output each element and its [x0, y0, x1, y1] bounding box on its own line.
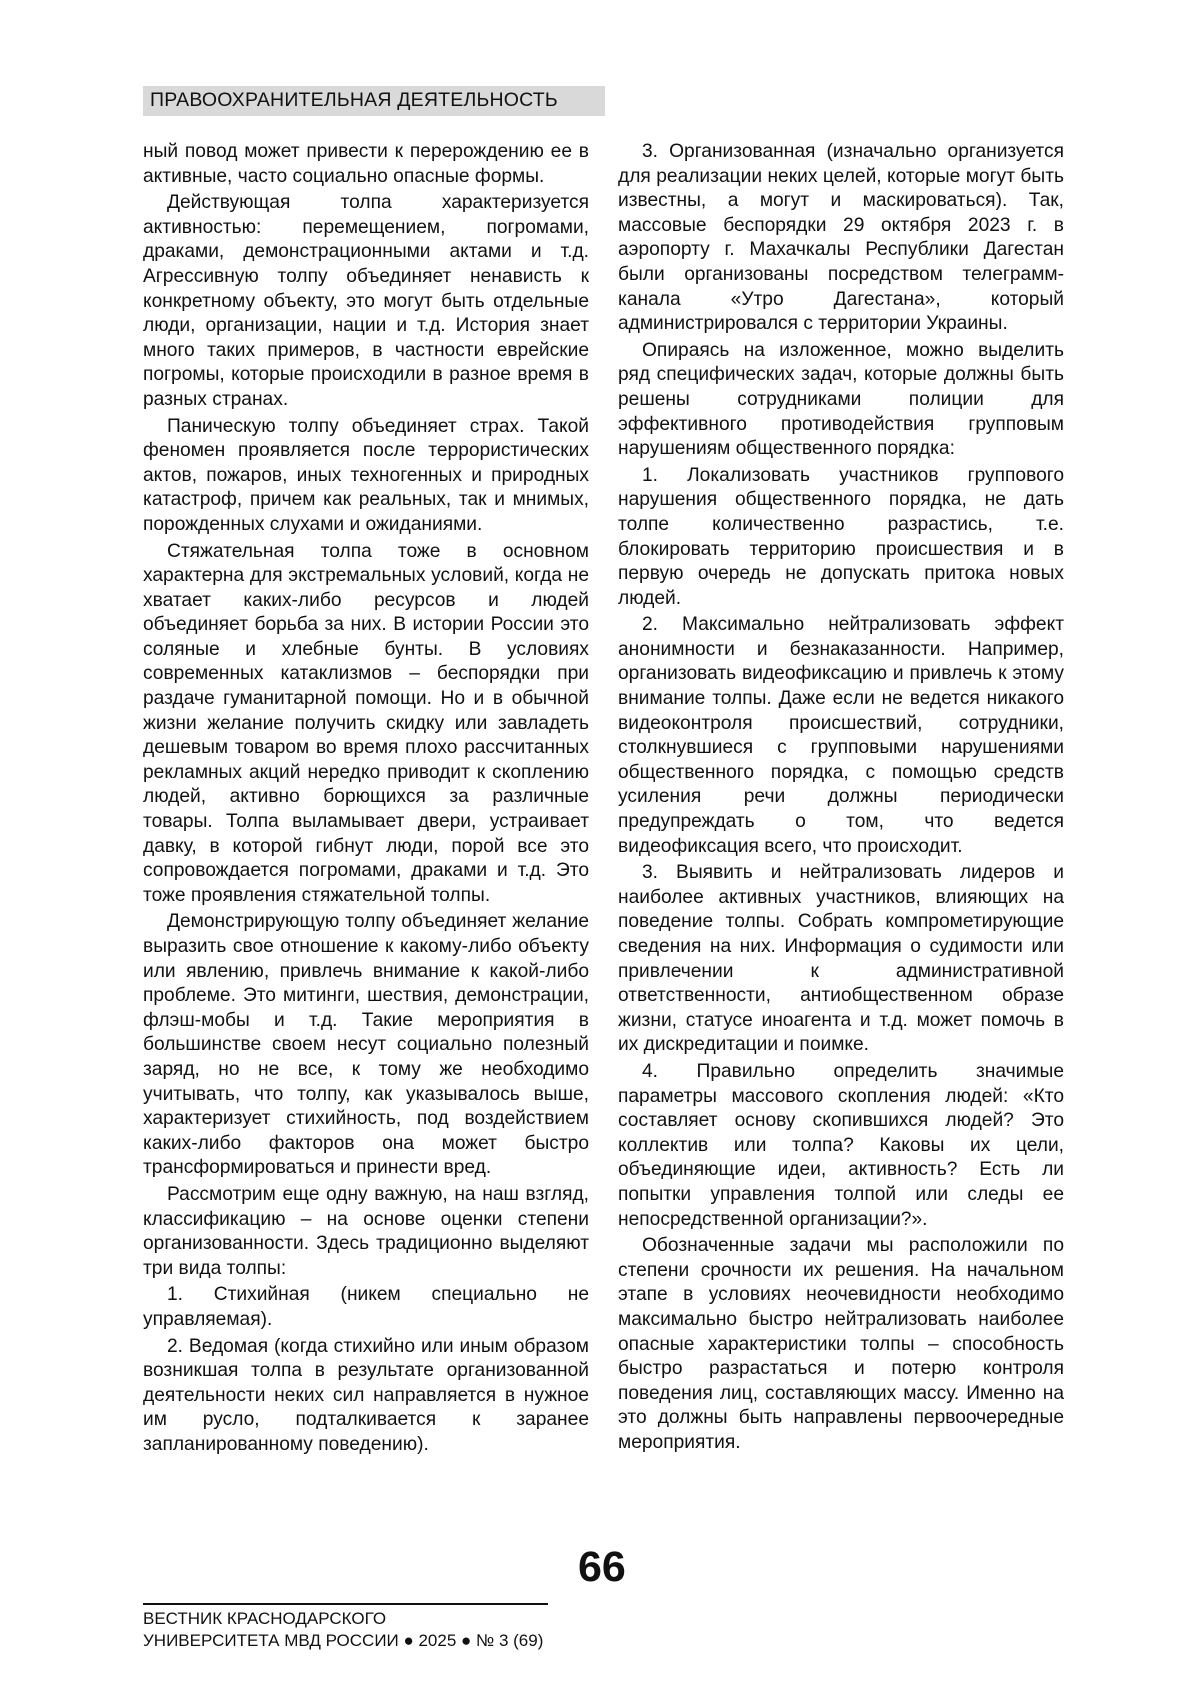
paragraph: ный повод может привести к перерождению ее в активные, часто социально опасные формы.	[143, 141, 589, 187]
journal-title-line-1: ВЕСТНИК КРАСНОДАРСКОГО	[143, 1609, 387, 1628]
journal-title	[143, 1608, 543, 1652]
list-item: 3. Организованная (изначально организуется для реализации неких целей, которые могут быть известны, а могут и маскироваться). Так, массовые беспорядки 29 октября 2023 г. в аэропорту г. Махачкалы Республики Дагестан были организованы посредством телеграмм-канала «Утро Дагестана», который администрировался с территории Украины.	[618, 141, 1064, 335]
page-number: 66	[578, 1543, 626, 1591]
list-item: 2. Максимально нейтрализовать эффект анонимности и безнаказанности. Например, организовать видеофиксацию и привлечь к этому внимание толпы. Даже если не ведется никакого видеоконтроля происшествий, сотрудники, столкнувшиеся с групповыми нарушениями общественного порядка, с помощью средств усиления речи должны периодически предупреждать о том, что ведется видеофиксация всего, что происходит.	[618, 614, 1064, 857]
paragraph: Стяжательная толпа тоже в основном характерна для экстремальных условий, когда не хватает каких-либо ресурсов и людей объединяет борьба за них. В истории России это соляные и хлебные бунты. В условиях современных катаклизмов – беспорядки при раздаче гуманитарной помощи. Но и в обычной жизни желание получить скидку или завладеть дешевым товаром во время плохо рассчитанных рекламных акций нередко приводит к скоплению людей, активно борющихся за различные товары. Толпа выламывает двери, устраивает давку, в которой гибнут люди, порой все это сопровождается погромами, драками и т.д. Это тоже проявления стяжательной толпы.	[143, 540, 589, 906]
list-item: 3. Выявить и нейтрализовать лидеров и наиболее активных участников, влияющих на поведение толпы. Собрать компрометирующие сведения на них. Информация о судимости или привлечении к административной ответственности, антиобщественном образе жизни, статусе иноагента и т.д. может помочь в их дискредитации и поимке.	[618, 862, 1064, 1056]
list-item: 1. Локализовать участников группового нарушения общественного порядка, не дать толпе количественно разрастись, т.е. блокировать территорию происшествия и в первую очередь не допускать притока новых людей.	[618, 464, 1064, 609]
journal-title-line-2: УНИВЕРСИТЕТА МВД РОССИИ ● 2025 ● № 3 (69)	[143, 1631, 544, 1650]
paragraph: Рассмотрим еще одну важную, на наш взгляд, классификацию – на основе оценки степени организованности. Здесь традиционно выделяют три вида толпы:	[143, 1183, 589, 1279]
paragraph: Опираясь на изложенное, можно выделить ряд специфических задач, которые должны быть решены сотрудниками полиции для эффективного противодействия групповым нарушениям общественного порядка:	[618, 339, 1064, 460]
list-item: 1. Стихийная (никем специально не управляемая).	[143, 1284, 589, 1330]
paragraph: Обозначенные задачи мы расположили по степени срочности их решения. На начальном этапе в условиях неочевидности необходимо максимально быстро нейтрализовать наиболее опасные характеристики толпы – способность быстро разрастаться и потерю контроля поведения лиц, составляющих массу. Именно на это должны быть направлены первоочередные мероприятия.	[618, 1235, 1064, 1453]
list-item: 2. Ведомая (когда стихийно или иным образом возникшая толпа в результате организованной деятельности неких сил направляется в нужное им русло, подталкивается к заранее запланированному поведению).	[143, 1335, 589, 1455]
paragraph: Паническую толпу объединяет страх. Такой феномен проявляется после террористических актов, пожаров, иных техногенных и природных катастроф, причем как реальных, так и мнимых, порожденных слухами и ожиданиями.	[143, 415, 589, 535]
list-item: 4. Правильно определить значимые параметры массового скопления людей: «Кто составляет основу скопившихся людей? Это коллектив или толпа? Каковы их цели, объединяющие идеи, активность? Есть ли попытки управления толпой или следы ее непосредственной организации?».	[618, 1060, 1064, 1230]
paragraph: Демонстрирующую толпу объединяет желание выразить свое отношение к какому-либо объекту или явлению, привлечь внимание к какой-либо проблеме. Это митинги, шествия, демонстрации, флэш-мобы и т.д. Такие мероприятия в большинстве своем несут социально полезный заряд, но не все, к тому же необходимо учитывать, что толпу, как указывалось выше, характеризует стихийность, под воздействием каких-либо факторов она может быстро трансформироваться и принести вред.	[143, 911, 589, 1179]
footer-divider	[143, 1603, 548, 1605]
section-title: ПРАВООХРАНИТЕЛЬНАЯ ДЕЯТЕЛЬНОСТЬ	[150, 89, 558, 111]
right-column	[618, 140, 1064, 1457]
left-column	[143, 140, 589, 1459]
paragraph: Действующая толпа характеризуется активностью: перемещением, погромами, драками, демонстрационными актами и т.д. Агрессивную толпу объединяет ненависть к конкретному объекту, это могут быть отдельные люди, организации, нации и т.д. История знает много таких примеров, в частности еврейские погромы, которые происходили в разное время в разных странах.	[143, 192, 589, 410]
